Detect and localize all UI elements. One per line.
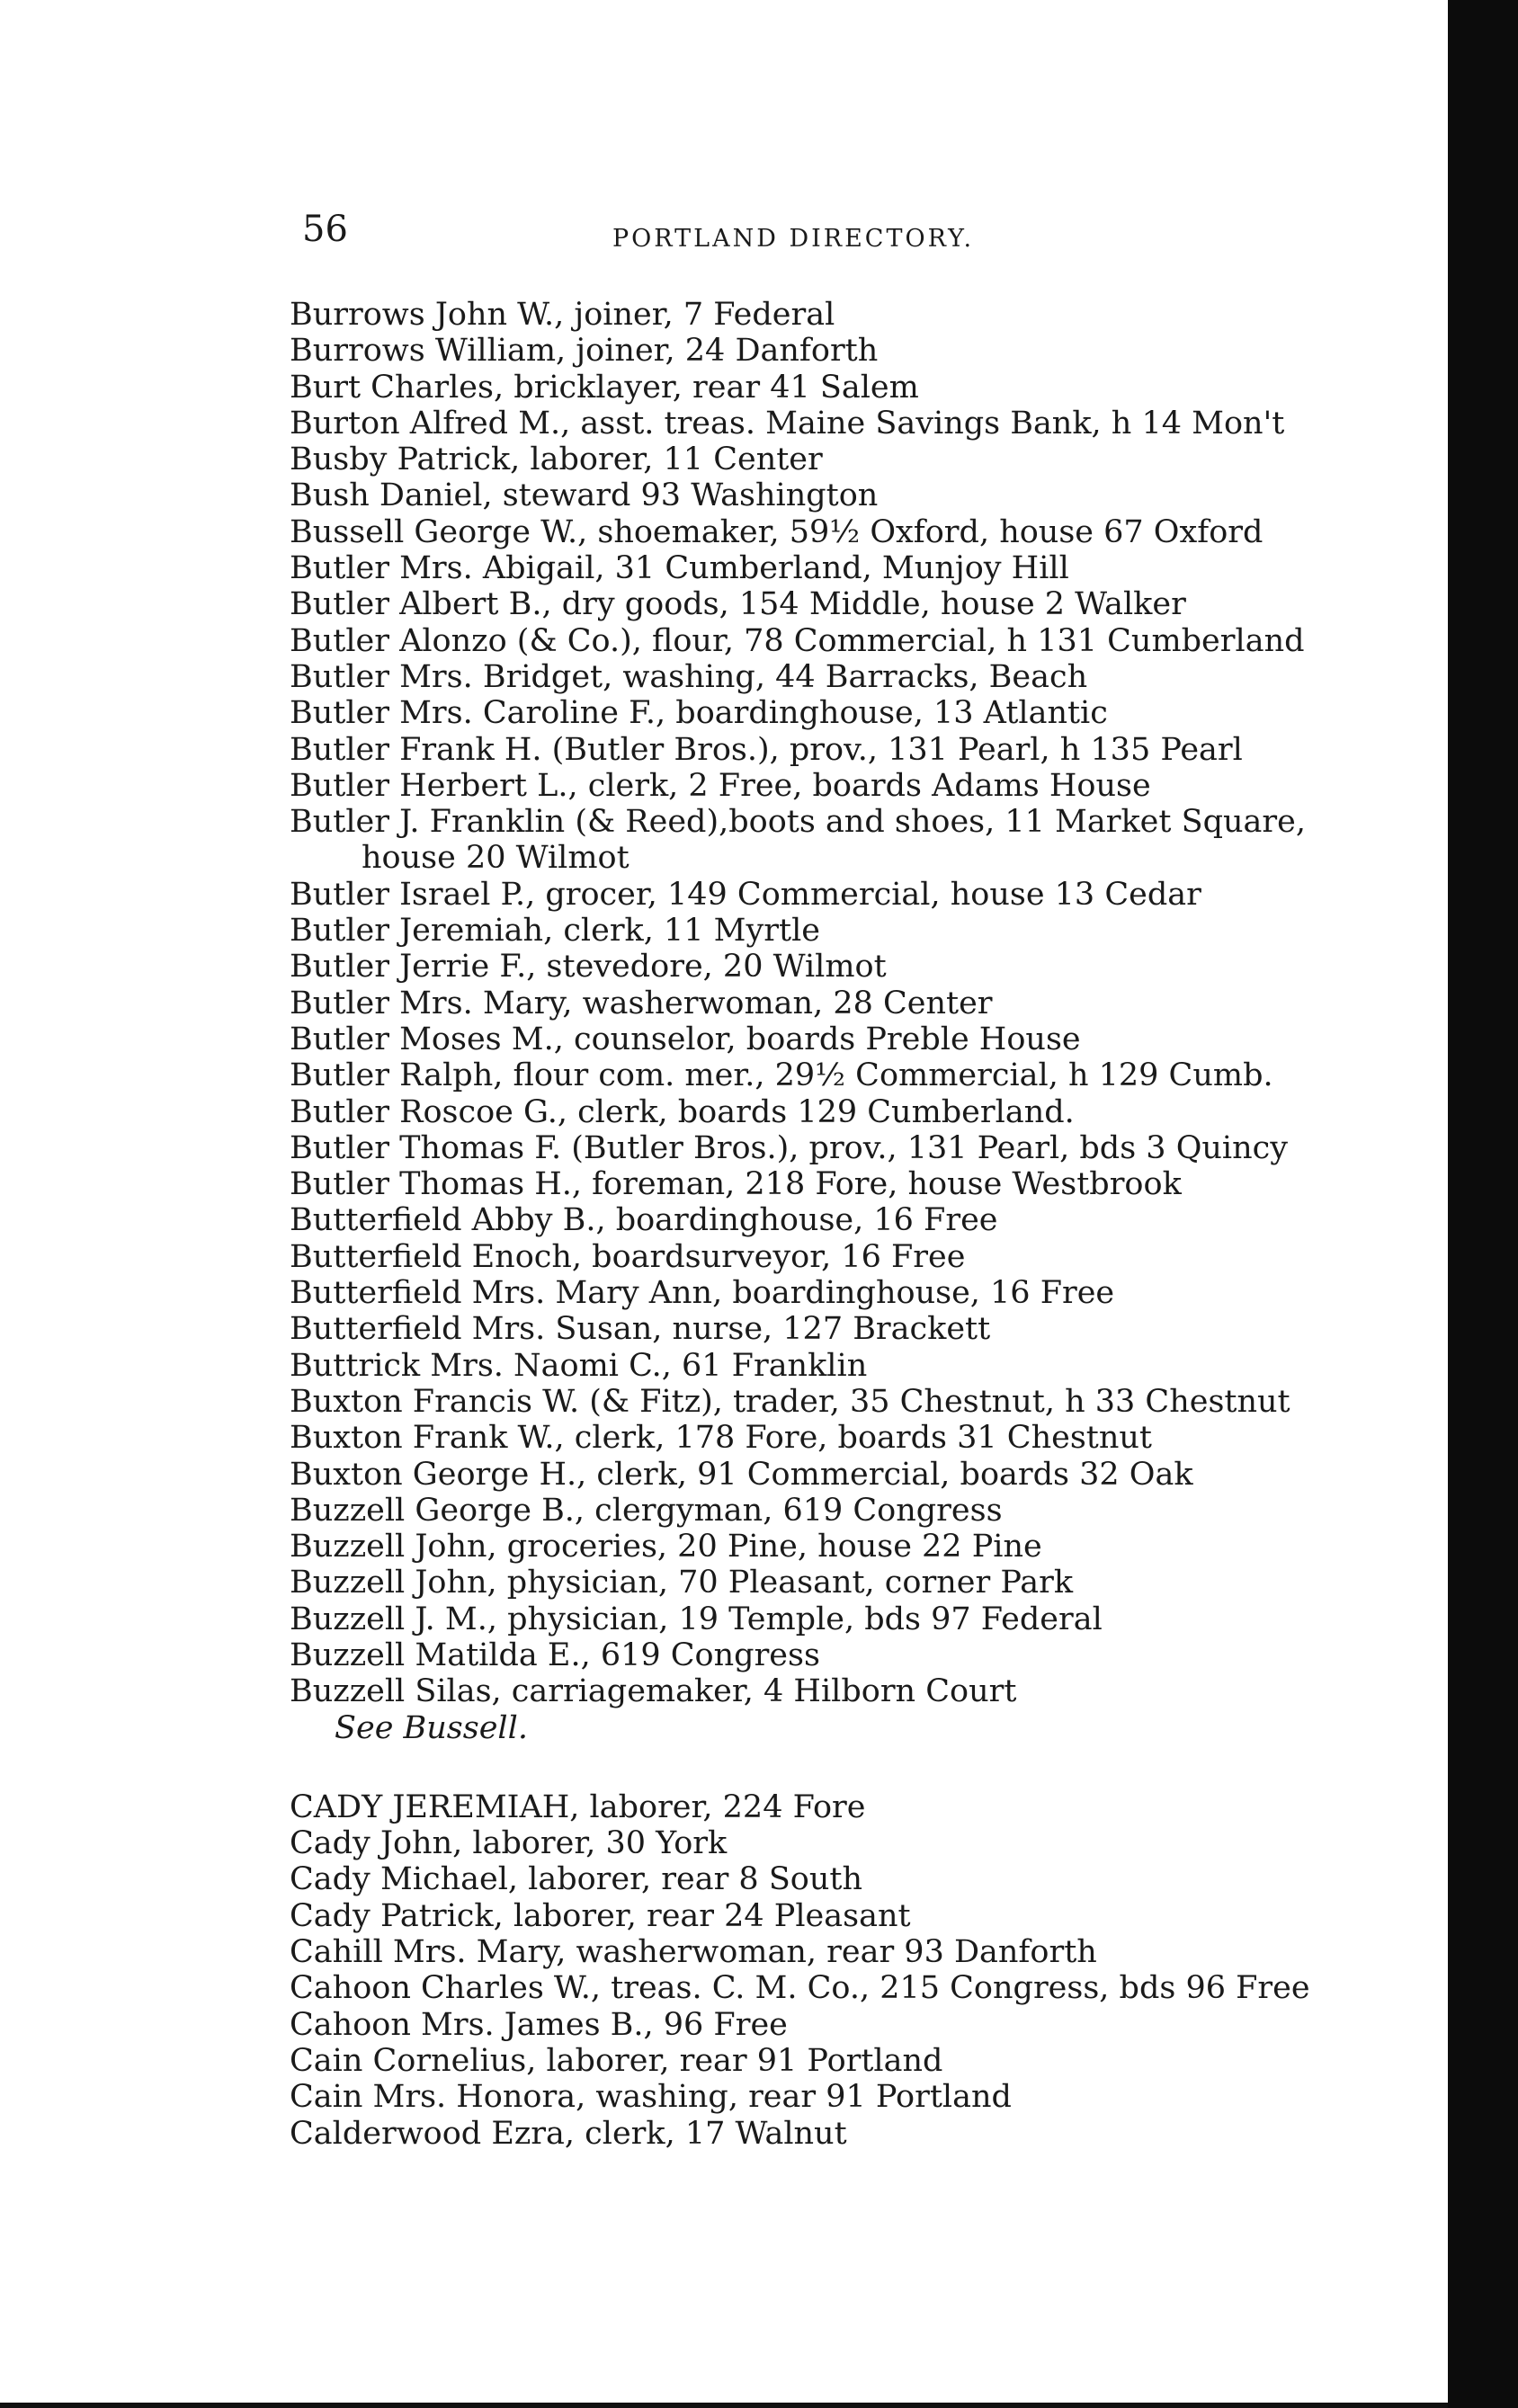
directory-entry: Buzzell John, physician, 70 Pleasant, corner Park	[290, 1565, 1074, 1601]
directory-entry: Buxton Francis W. (& Fitz), trader, 35 Chestnut, h 33 Chestnut	[290, 1383, 1290, 1420]
directory-entry: Cady Patrick, laborer, rear 24 Pleasant	[290, 1897, 911, 1934]
directory-entry: Busby Patrick, laborer, 11 Center	[290, 441, 823, 478]
directory-entry: Butler Mrs. Abigail, 31 Cumberland, Munjoy Hill	[290, 550, 1069, 587]
directory-entry: Cahoon Charles W., treas. C. M. Co., 215 Congress, bds 96 Free	[290, 1970, 1310, 2007]
directory-entry-continuation: house 20 Wilmot	[362, 840, 630, 877]
directory-entry: Buzzell John, groceries, 20 Pine, house 22 Pine	[290, 1529, 1042, 1565]
directory-entry: Buzzell Silas, carriagemaker, 4 Hilborn Court	[290, 1673, 1017, 1710]
directory-entry: Burt Charles, bricklayer, rear 41 Salem	[290, 369, 919, 406]
directory-entry: Burrows William, joiner, 24 Danforth	[290, 333, 879, 370]
directory-entry: Buzzell J. M., physician, 19 Temple, bds 97 Federal	[290, 1601, 1103, 1637]
directory-entry: Butler Jerrie F., stevedore, 20 Wilmot	[290, 949, 887, 985]
directory-entry: Butler Jeremiah, clerk, 11 Myrtle	[290, 913, 820, 950]
directory-entry: Bush Daniel, steward 93 Washington	[290, 477, 879, 514]
directory-entry: Butler Herbert L., clerk, 2 Free, boards Adams House	[290, 767, 1151, 804]
page-number: 56	[302, 209, 348, 250]
directory-entry: Cahill Mrs. Mary, washerwoman, rear 93 Danforth	[290, 1934, 1097, 1971]
directory-entry: Burton Alfred M., asst. treas. Maine Savings Bank, h 14 Mon't	[290, 405, 1285, 441]
directory-entry: Burrows John W., joiner, 7 Federal	[290, 297, 835, 333]
directory-entry: Butler Ralph, flour com. mer., 29½ Commercial, h 129 Cumb.	[290, 1057, 1273, 1094]
directory-entry: Cady Michael, laborer, rear 8 South	[290, 1861, 863, 1898]
directory-entry: Butler J. Franklin (& Reed),boots and shoes, 11 Market Square,	[290, 804, 1306, 841]
page-bottom-edge	[0, 2403, 1448, 2408]
directory-entry: Butler Alonzo (& Co.), flour, 78 Commercial, h 131 Cumberland	[290, 622, 1305, 659]
directory-entry: Buttrick Mrs. Naomi C., 61 Franklin	[290, 1347, 868, 1384]
directory-entry: Buxton Frank W., clerk, 178 Fore, boards 31 Chestnut	[290, 1420, 1152, 1457]
directory-entry: Cain Cornelius, laborer, rear 91 Portland	[290, 2042, 943, 2079]
directory-entry: Butterfield Mrs. Mary Ann, boardinghouse, 16 Free	[290, 1275, 1115, 1312]
directory-entry: Buzzell Matilda E., 619 Congress	[290, 1637, 820, 1673]
directory-entry: Butler Thomas H., foreman, 218 Fore, house Westbrook	[290, 1166, 1182, 1203]
directory-entry: Butler Albert B., dry goods, 154 Middle, house 2 Walker	[290, 586, 1186, 623]
directory-entry: Buxton George H., clerk, 91 Commercial, boards 32 Oak	[290, 1456, 1193, 1493]
directory-entry: Calderwood Ezra, clerk, 17 Walnut	[290, 2115, 847, 2152]
directory-entry: Butterfield Mrs. Susan, nurse, 127 Brackett	[290, 1311, 991, 1348]
directory-entry: Butler Roscoe G., clerk, boards 129 Cumberland.	[290, 1093, 1075, 1130]
cross-reference-note: See Bussell.	[335, 1709, 528, 1746]
directory-entry: Butler Moses M., counselor, boards Preble House	[290, 1021, 1081, 1057]
directory-entry: Bussell George W., shoemaker, 59½ Oxford, house 67 Oxford	[290, 513, 1264, 550]
directory-entry: Butterfield Abby B., boardinghouse, 16 Free	[290, 1202, 998, 1239]
directory-entry: Buzzell George B., clergyman, 619 Congress	[290, 1492, 1003, 1529]
directory-entry: Butler Israel P., grocer, 149 Commercial, house 13 Cedar	[290, 876, 1201, 913]
directory-entry: Butler Mrs. Caroline F., boardinghouse, 13 Atlantic	[290, 695, 1108, 732]
directory-entry: Butler Frank H. (Butler Bros.), prov., 131 Pearl, h 135 Pearl	[290, 731, 1243, 768]
page-edge-border	[1448, 0, 1518, 2408]
directory-entry: Butler Thomas F. (Butler Bros.), prov., 131 Pearl, bds 3 Quincy	[290, 1129, 1289, 1166]
directory-entry: Butler Mrs. Mary, washerwoman, 28 Center	[290, 985, 993, 1021]
directory-entries	[290, 297, 1315, 2152]
directory-entry: CADY JEREMIAH, laborer, 224 Fore	[290, 1788, 866, 1825]
directory-entry: Butterfield Enoch, boardsurveyor, 16 Free	[290, 1238, 966, 1275]
running-head: PORTLAND DIRECTORY.	[612, 225, 975, 253]
directory-entry: Cahoon Mrs. James B., 96 Free	[290, 2006, 788, 2043]
directory-entry: Butler Mrs. Bridget, washing, 44 Barracks, Beach	[290, 658, 1088, 695]
directory-entry: Cain Mrs. Honora, washing, rear 91 Portland	[290, 2079, 1012, 2116]
directory-entry: Cady John, laborer, 30 York	[290, 1825, 728, 1862]
page-header	[302, 200, 1291, 254]
